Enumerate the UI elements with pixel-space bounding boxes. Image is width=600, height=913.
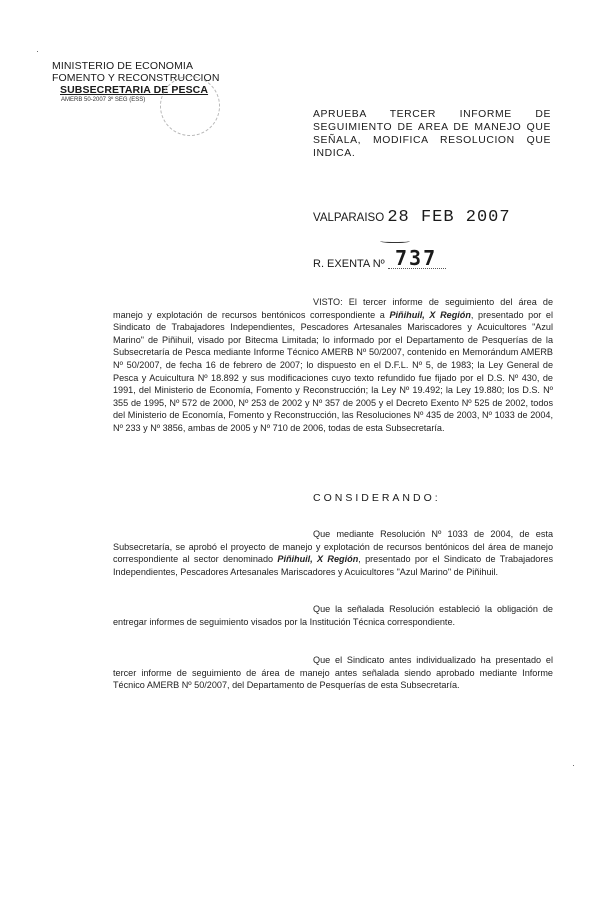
considerando-p2-text: Que la señalada Resolución estableció la obligación de entregar informes de seguimiento visados por la Institución Técnica correspondiente. <box>113 604 553 627</box>
resolution-summary: APRUEBA TERCER INFORME DE SEGUIMIENTO DE AREA DE MANEJO QUE SEÑALA, MODIFICA RESOLUCION QUE INDICA. <box>313 109 551 159</box>
resolution-label: R. EXENTA Nº <box>313 258 385 270</box>
considerando-paragraph-3 <box>113 654 553 692</box>
reference-code: AMERB 50-2007 3º SEG (ESS) <box>61 97 146 103</box>
visto-place-name: Piñihuil, X Región <box>389 309 471 320</box>
date-stamp: 28 FEB 2007 <box>387 208 511 227</box>
ministry-subname: FOMENTO Y RECONSTRUCCION <box>52 72 220 84</box>
considerando-heading: CONSIDERANDO: <box>313 492 441 504</box>
visto-text-a: El tercer informe de seguimiento del área de manejo y explotación de recursos bentónicos correspondiente a <box>113 297 553 320</box>
considerando-p1-text-b: , presentado por el Sindicato de Trabajadores Independientes, Pescadores Artesanales Mariscadores y Acuicultores "Azul Marino" de Piñihuil. <box>113 554 553 577</box>
handwritten-mark <box>380 238 410 243</box>
considerando-paragraph-1 <box>113 528 553 578</box>
margin-mark: · <box>36 46 39 56</box>
considerando-p3-text: Que el Sindicato antes individualizado ha presentado el tercer informe de seguimiento de área de manejo antes señalada siendo aprobado mediante Informe Técnico AMERB Nº 50/2007, del Departamento de Pesquerías de esta Subsecretaría. <box>113 655 553 691</box>
visto-text-b: , presentado por el Sindicato de Trabajadores Independientes, Pescadores Artesanales Mariscadores y Acuicultores "Azul Marino" de Piñihuil, visado por Bitecma Limitada; lo informado por el Departamento de Pesquerías de la Subsecretaría de Pesca mediante Informe Técnico AMERB Nº 50/2007, contenido en Memorándum AMERB Nº 50/2007, de fecha 16 de febrero de 2007; lo dispuesto en el D.F.L. Nº 5, de 1983; la Ley General de Pesca y Acuicultura Nº 18.892 y sus modificaciones cuyo texto refundido fue fijado por el D.S. Nº 430, de 1991, del Ministerio de Economía, Fomento y Reconstrucción; la Ley Nº 19.492; la Ley 19.880; los D.S. Nº 355 de 1995, Nº 572 de 2000, Nº 253 de 2002 y Nº 357 de 2005 y el Decreto Exento Nº 525 de 2002, todos del Ministerio de Economía, Fomento y Reconstrucción, las Resoluciones Nº 435 de 2003, Nº 1033 de 2004, Nº 233 y Nº 3856, ambas de 2005 y Nº 710 de 2006, todas de esta Subsecretaría. <box>113 309 553 433</box>
place-date-line <box>313 208 511 227</box>
subsecretaria-name: SUBSECRETARIA DE PESCA <box>60 84 209 96</box>
visto-paragraph <box>113 296 553 435</box>
official-seal-stamp <box>160 76 220 136</box>
ministry-name: MINISTERIO DE ECONOMIA <box>52 60 194 72</box>
considerando-p1-text-a: Que mediante Resolución Nº 1033 de 2004, de esta Subsecretaría, se aprobó el proyecto de manejo y explotación de recursos bentónicos del área de manejo correspondiente al sector denominado <box>113 529 553 565</box>
place-label: VALPARAISO <box>313 212 385 224</box>
margin-mark: · <box>572 760 575 770</box>
considerando-paragraph-2 <box>113 603 553 628</box>
considerando-p1-place: Piñihuil, X Región <box>277 554 359 565</box>
number-underline <box>388 268 446 269</box>
resolution-number: 737 <box>395 246 438 270</box>
visto-label: VISTO: <box>313 297 343 307</box>
